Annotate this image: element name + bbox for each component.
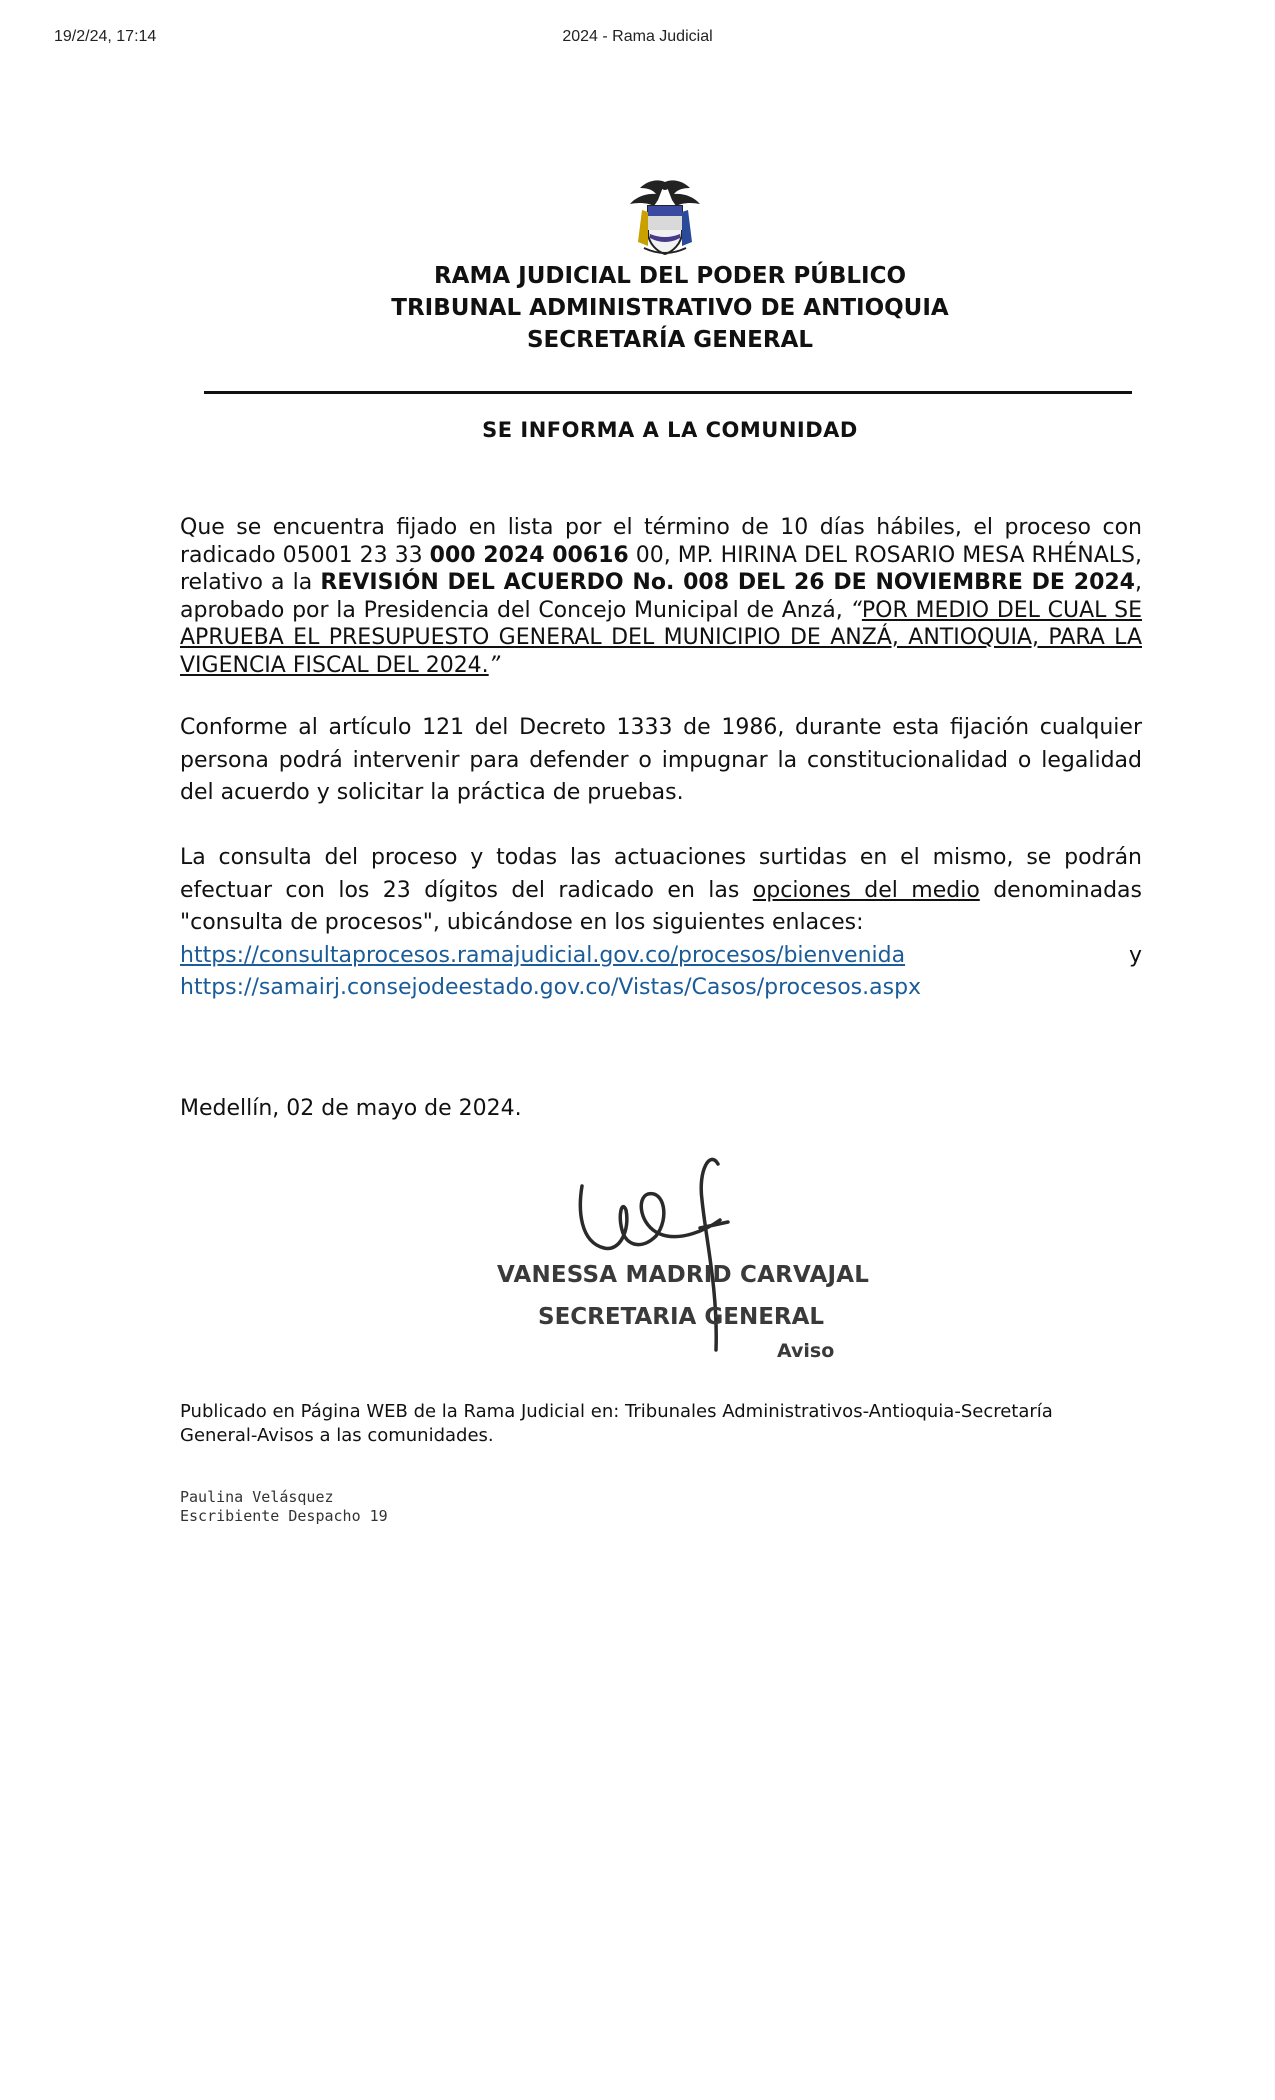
case-number: 000 2024 00616 (429, 542, 629, 568)
quote-close: ” (488, 652, 501, 678)
agreement-title: POR MEDIO DEL CUAL SE APRUEBA EL PRESUPUESTO GENERAL DEL MUNICIPIO DE ANZÁ, ANTIOQUIA, PARA LA VIGENCIA FISCAL DEL 2024. (180, 597, 1143, 678)
quote-open: “ (850, 597, 862, 623)
p3-underlined: opciones del medio (752, 877, 980, 903)
heading-line-2: TRIBUNAL ADMINISTRATIVO DE ANTIOQUIA (391, 295, 949, 321)
clerk-position: Escribiente Despacho 19 (180, 1507, 388, 1525)
clerk-name: Paulina Velásquez (180, 1488, 334, 1506)
p1-text-b: 00, MP. HIRINA DEL ROSARIO MESA RHÉNALS, relativo a la (180, 542, 1142, 595)
heading-divider (204, 391, 1132, 394)
coat-of-arms-icon (626, 176, 704, 260)
p3-text-b: denominadas "consulta de procesos", ubicándose en los siguientes enlaces: (180, 877, 1142, 935)
consulta-procesos-link[interactable]: https://consultaprocesos.ramajudicial.gov.co/procesos/bienvenida (180, 942, 906, 968)
case-subject: REVISIÓN DEL ACUERDO No. 008 DEL 26 DE NOVIEMBRE DE 2024 (320, 570, 1135, 595)
links-row (180, 940, 1142, 973)
handwritten-signature (560, 1130, 820, 1370)
date-line: Medellín, 02 de mayo de 2024. (180, 1096, 522, 1121)
heading-line-1: RAMA JUDICIAL DEL PODER PÚBLICO (433, 263, 907, 289)
notice-title: SE INFORMA A LA COMUNIDAD (482, 418, 858, 442)
browser-print-header (54, 28, 1221, 50)
signatory-name: VANESSA MADRID CARVAJAL (497, 1262, 870, 1288)
p1-text-a: Que se encuentra fijado en lista por el término de 10 días hábiles, el proceso con radicado 05001 23 33 (180, 515, 1142, 568)
p1-text-c: , aprobado por la Presidencia del Concejo Municipal de Anzá, (180, 570, 1142, 623)
signatory-role: SECRETARIA GENERAL (538, 1304, 825, 1330)
samairj-link[interactable]: https://samairj.consejodeestado.gov.co/Vistas/Casos/procesos.aspx (180, 975, 922, 1000)
paragraph-notice (180, 514, 1142, 679)
link-conjunction: y (1128, 942, 1142, 968)
p3-text-a: La consulta del proceso y todas las actuaciones surtidas en el mismo, se podrán efectuar con los 23 dígitos del radicado en las (180, 845, 1142, 903)
print-timestamp: 19/2/24, 17:14 (54, 28, 157, 45)
print-page-title: 2024 - Rama Judicial (562, 28, 713, 45)
signature-note: Aviso (777, 1340, 835, 1362)
publication-note: Publicado en Página WEB de la Rama Judicial en: Tribunales Administrativos-Antioquia-Secretaría General-Avisos a las comunidades. (180, 1401, 1053, 1446)
heading-line-3: SECRETARÍA GENERAL (526, 327, 814, 353)
paragraph-legal-basis: Conforme al artículo 121 del Decreto 1333 de 1986, durante esta fijación cualquier persona podrá intervenir para defender o impugnar la constitucionalidad o legalidad del acuerdo y solicitar la práctica de pruebas. (180, 715, 1142, 805)
clerk-block (180, 1488, 388, 1526)
paragraph-consultation (180, 842, 1142, 1005)
document-heading (180, 260, 1160, 356)
